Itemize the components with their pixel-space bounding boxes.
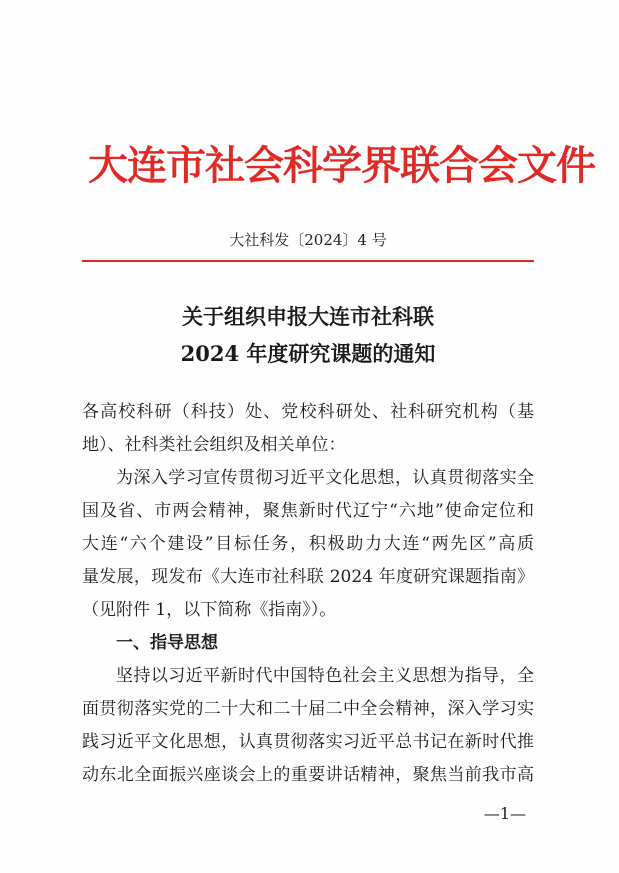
paragraph-line: 量发展，现发布《大连市社科联 2024 年度研究课题指南》 [82,567,534,587]
notice-title-line-2: 2024 年度研究课题的通知 [180,341,436,366]
paragraph-line: 为深入学习宣传贯彻习近平文化思想，认真贯彻落实全 [116,468,534,488]
red-divider-rule [82,260,534,262]
paragraph-line: 大连“六个建设”目标任务，积极助力大连“两先区”高质 [82,534,534,554]
paragraph-line: 动东北全面振兴座谈会上的重要讲话精神，聚焦当前我市高 [82,765,534,785]
paragraph-line: 践习近平文化思想，认真贯彻落实习近平总书记在新时代推 [82,732,534,752]
notice-title-line-1: 关于组织申报大连市社科联 [182,304,434,329]
paragraph-line: 国及省、市两会精神，聚焦新时代辽宁“六地”使命定位和 [82,501,534,521]
document-body [82,396,534,792]
addressee-line: 各高校科研（科技）处、党校科研处、社科研究机构（基 [82,402,534,422]
page-number: —1— [483,804,527,823]
paragraph-line: （见附件 1，以下简称《指南》）。 [82,600,337,620]
paragraph-line: 坚持以习近平新时代中国特色社会主义思想为指导，全 [116,666,534,686]
document-number: 大社科发〔2024〕4 号 [229,231,387,249]
section-heading: 一、指导思想 [116,633,218,653]
addressee-line: 地）、社科类社会组织及相关单位： [82,435,346,455]
paragraph-line: 面贯彻落实党的二十大和二十届二中全会精神，深入学习实 [82,699,534,719]
org-letterhead-title: 大连市社会科学界联合会文件 [88,142,595,189]
